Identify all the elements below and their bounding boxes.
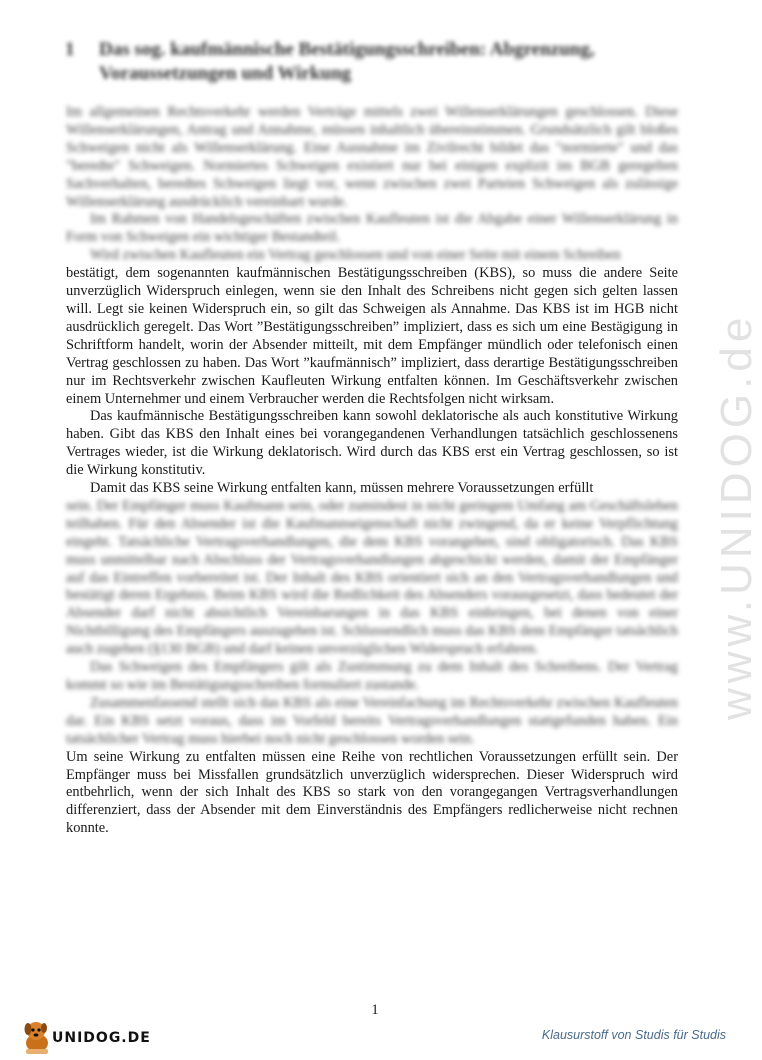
paragraph: Das Schweigen des Empfängers gilt als Zustimmung zu dem Inhalt des Schreibens. Der Vertrag kommt so wie im Bestätigungsschreiben formuliert zustande. [66, 659, 678, 693]
section-number: 1 [65, 39, 75, 60]
section-title: Das sog. kaufmännische Bestätigungsschreiben: Abgrenzung, Voraussetzungen und Wirkung [99, 39, 595, 84]
paragraph: Das kaufmännische Bestätigungsschreiben kann sowohl deklatorische als auch konstitutive Wirkung haben. Gibt das KBS den Inhalt eines bei vorangegandenen Verhandlungen tatsächlich geschlossenens Vertrages wieder, ist die Wirkung deklatorisch. Wird durch das KBS erst ein Vertrag geschlossen, so ist die Wirkung konstitutiv. [66, 408, 678, 479]
paragraph: Zusammenfassend stellt sich das KBS als eine Vereinfachung im Rechtsverkehr zwischen Kaufleuten dar. Ein KBS setzt voraus, dass im Vorfeld bereits Vertragsverhandlungen stattgefunden haben. Ein tatsächlicher Vertrag muss hierbei noch nicht geschlossen worden sein. [66, 694, 678, 747]
logo-text: UNIDOG.DE [52, 1030, 151, 1046]
footer-tagline: Klausurstoff von Studis für Studis [541, 1028, 726, 1042]
paragraph: Im allgemeinen Rechtsverkehr werden Verträge mittels zwei Willenserklärungen geschlossen. Diese Willenserklärungen, Antrag und Annahme, müssen inhaltlich übereinstimmen. Grundsätzlich gilt bloßes Schweigen nicht als Willenserklärung. Eine Ausnahme im Zivilrecht bildet das "normierte" und das "beredte" Schweigen. Normiertes Schweigen existiert nur bei einigen explizit im BGB geregelten Sachverhalten, beredtes Schweigen liegt vor, wenn zwischen zwei Parteien Schweigen als zulässige Willenserklärung ausdrücklich vereinbart wurde. [66, 104, 678, 210]
paragraph: Wird zwischen Kaufleuten ein Vertrag geschlossen und von einer Seite mit einem Schreiben [90, 247, 621, 264]
paragraph: Im Rahmen von Handelsgeschäften zwischen Kaufleuten ist die Abgabe einer Willenserklärung in Form von Schweigen ein wichtiger Bestandteil. [66, 211, 678, 246]
paragraph: bestätigt, dem sogenannten kaufmännischen Bestätigungsschreiben (KBS), so muss die andere Seite unverzüglich Widerspruch einlegen, wenn sie den Inhalt des Schreibens nicht gegen sich gelten lassen will. Legt sie keinen Widerspruch ein, so gilt das Schweigen als Annahme. Das KBS ist im HGB nicht ausdrücklich geregelt. Das Wort ”Bestätigungsschreiben” impliziert, dass es sich um eine Bestägigung in Schriftform handelt, worin der Absender mitteilt, mit dem Empfänger mündlich oder telefonisch einen Vertrag geschlossen zu haben. Das Wort ”kaufmännisch” impliziert, dass derartige Bestätigungsschreiben nur im Rechtsverkehr zwischen Kaufleuten Wirkung entfalten können. Im Geschäftsverkehr zwischen einem Unternehmer und einem Verbraucher werden die Rechtsfolgen nicht wirksam. [66, 265, 678, 407]
watermark: www.UNIDOG.de [712, 312, 761, 720]
body-text [66, 104, 678, 838]
paragraph: sein. Der Empfänger muss Kaufmann sein, oder zumindest in nicht geringem Umfang am Geschäftsleben teilhaben. Für den Absender ist die Kaufmannseigenschaft nicht zwingend, da er keine Verpflichtung eingeht. Tatsächliche Vertragsverhandlungen, die dem KBS vorangehen, sind obligatorisch. Das KBS muss unmittelbar nach Abschluss der Vertragsverhandlungen abgeschickt werden, damit der Empfänger auf das Eintreffen vorbereitet ist. Der Inhalt des KBS orientiert sich an den Vertragsverhandlungen und bestätigt deren Ergebnis. Beim KBS wird die Redlichkeit des Absenders vorausgesetzt, dass bedeutet der Absender darf nicht absichtlich Vereinbarungen in das KBS einbringen, bei denen von einer Nichtbilligung des Empfängers auszugehen ist. Schlussendlich muss das KBS dem Empfänger tatsächlich auch zugehen (§130 BGB) und darf keinen unverzüglichen Widerspruch erfahren. [66, 497, 678, 658]
unidog-logo[interactable] [22, 1016, 202, 1056]
page-number: 1 [371, 1002, 379, 1018]
paragraph: Um seine Wirkung zu entfalten müssen eine Reihe von rechtlichen Voraussetzungen erfüllt sein. Der Empfänger muss bei Missfallen grundsätzlich unverzüglich widersprechen. Dieser Widerspruch wird entbehrlich, wenn der sich Inhalt des KBS so stark von den vorangegangen Vertragsverhandlungen differenziert, dass der Absender mit dem Einverständnis des Empfängers redlicherweise nicht rechnen konnte. [66, 748, 678, 837]
dog-mascot-icon [22, 1016, 54, 1056]
paragraph: Damit das KBS seine Wirkung entfalten kann, müssen mehrere Voraussetzungen erfüllt [90, 480, 594, 497]
section-heading [65, 38, 680, 86]
